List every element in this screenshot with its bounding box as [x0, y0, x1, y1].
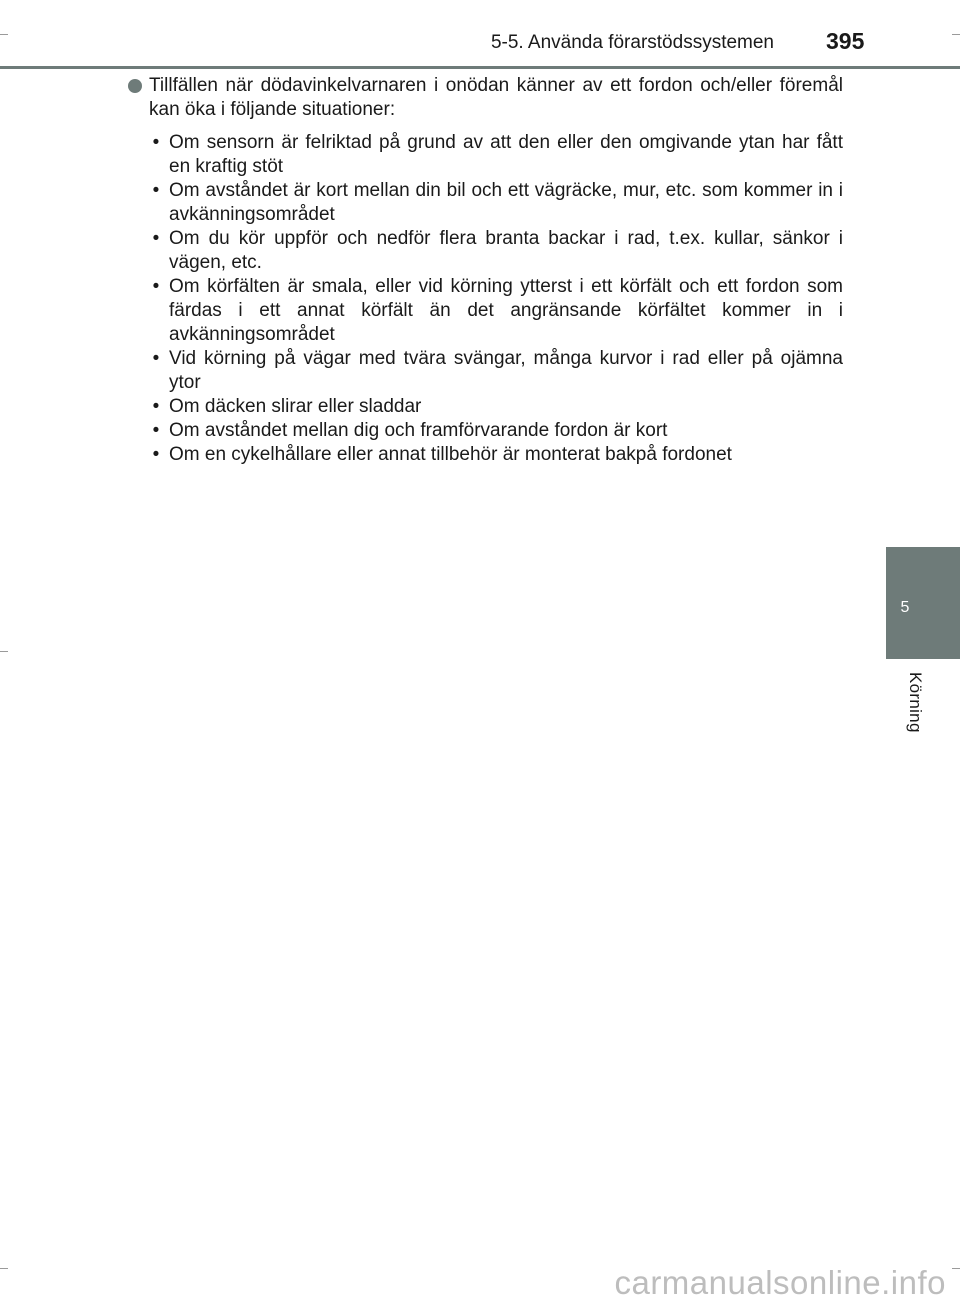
list-item	[152, 275, 843, 347]
list-item	[152, 395, 843, 419]
header-rule	[0, 66, 960, 69]
list-item	[152, 227, 843, 275]
bullet-icon: •	[152, 420, 160, 441]
bullet-icon: •	[152, 180, 160, 201]
list-item-text: Om körfälten är smala, eller vid körning ytterst i ett körfält och ett fordon som färdas i ett annat körfält än det angränsande körfältet kommer in i avkänningsområdet	[169, 276, 843, 345]
crop-mark	[952, 1268, 960, 1269]
list-item-text: Om sensorn är felriktad på grund av att den eller den omgivande ytan har fått en kraftig stöt	[169, 132, 843, 177]
list-item	[152, 131, 843, 179]
chapter-number: 5	[900, 599, 910, 616]
crop-mark	[0, 651, 8, 652]
page-header	[0, 0, 960, 66]
list-item-text: Vid körning på vägar med tvära svängar, många kurvor i rad eller på ojämna ytor	[169, 348, 843, 393]
list-item	[152, 347, 843, 395]
chapter-tab	[886, 547, 960, 659]
list-item-text: Om du kör uppför och nedför flera branta backar i rad, t.ex. kullar, sänkor i vägen, etc.	[169, 228, 843, 273]
bullet-icon: •	[152, 132, 160, 153]
list-item	[152, 443, 843, 467]
situation-list	[128, 131, 843, 467]
list-item-text: Om avståndet är kort mellan din bil och ett vägräcke, mur, etc. som kommer in i avkänningsområdet	[169, 180, 843, 225]
intro-paragraph	[128, 74, 843, 122]
round-bullet-icon	[128, 79, 142, 93]
list-item-text: Om däcken slirar eller sladdar	[169, 396, 422, 417]
watermark: carmanualsonline.info	[614, 1264, 946, 1301]
list-item-text: Om en cykelhållare eller annat tillbehör är monterat bakpå fordonet	[169, 444, 732, 465]
page-number: 395	[826, 28, 865, 54]
chapter-label: Körning	[906, 672, 925, 733]
bullet-icon: •	[152, 396, 160, 417]
bullet-icon: •	[152, 228, 160, 249]
intro-text: Tillfällen när dödavinkelvarnaren i onödan känner av ett fordon och/eller föremål kan öka i följande situationer:	[149, 75, 843, 120]
main-content	[128, 74, 843, 467]
list-item	[152, 419, 843, 443]
list-item-text: Om avståndet mellan dig och framförvarande fordon är kort	[169, 420, 668, 441]
bullet-icon: •	[152, 444, 160, 465]
bullet-icon: •	[152, 348, 160, 369]
list-item	[152, 179, 843, 227]
section-title: 5-5. Använda förarstödssystemen	[490, 32, 774, 53]
crop-mark	[0, 1268, 8, 1269]
bullet-icon: •	[152, 276, 160, 297]
